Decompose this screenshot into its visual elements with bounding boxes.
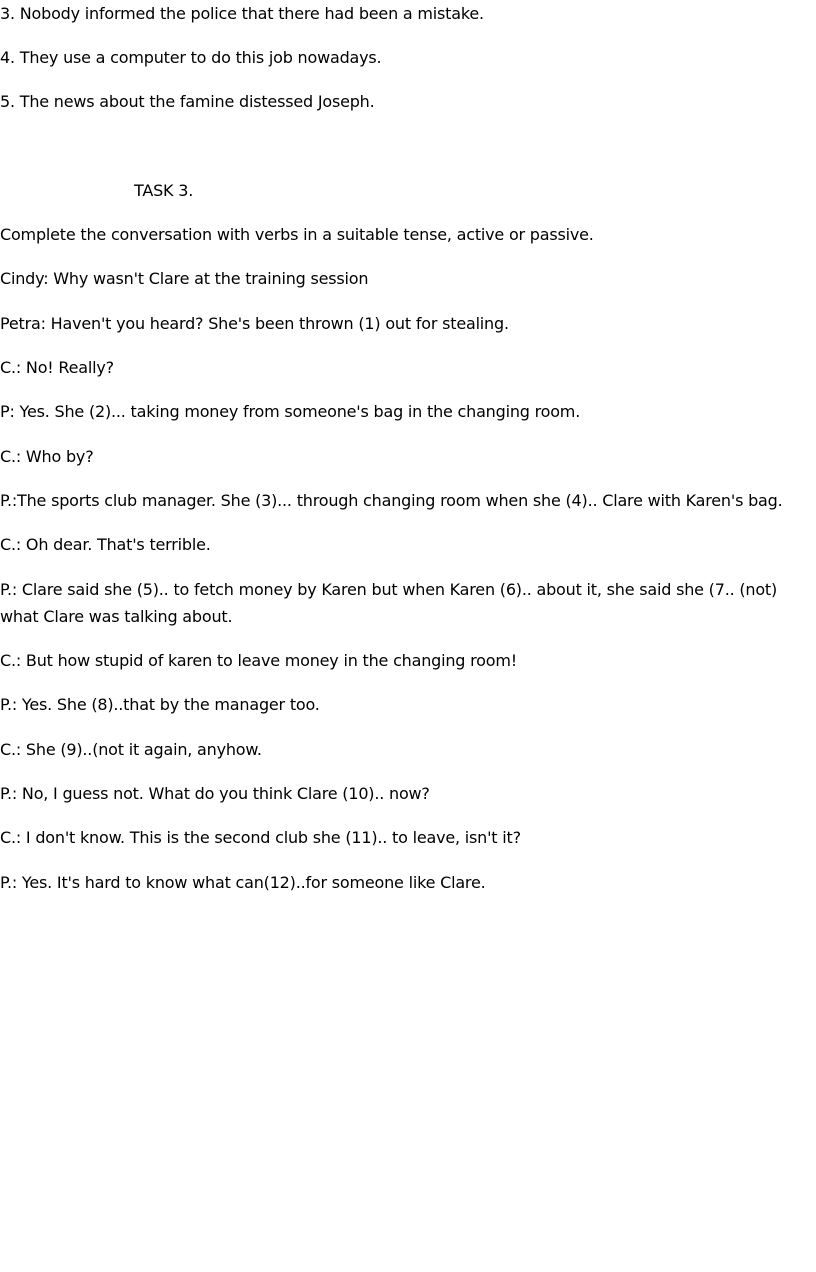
task-instruction: Complete the conversation with verbs in a suitable tense, active or passive. — [0, 225, 594, 244]
conversation-line: P: Yes. She (2)... taking money from someone's bag in the changing room. — [0, 402, 581, 421]
conversation-line: Cindy: Why wasn't Clare at the training session — [0, 269, 369, 288]
conversation-line: P.: No, I guess not. What do you think Clare (10).. now? — [0, 784, 430, 803]
conversation-line: C.: She (9)..(not it again, anyhow. — [0, 740, 262, 759]
conversation-line: C.: No! Really? — [0, 358, 114, 377]
conversation-line: P.: Clare said she (5).. to fetch money by Karen but when Karen (6).. about it, she said she (7.. (not) what Clare was talking about. — [0, 580, 778, 626]
conversation-line: C.: Who by? — [0, 447, 94, 466]
conversation-line: C.: But how stupid of karen to leave money in the changing room! — [0, 651, 517, 670]
task-heading: TASK 3. — [134, 181, 194, 200]
conversation-line: C.: Oh dear. That's terrible. — [0, 535, 211, 554]
sentence-5: 5. The news about the famine distessed Joseph. — [0, 92, 375, 111]
conversation-line: C.: I don't know. This is the second club she (11).. to leave, isn't it? — [0, 828, 521, 847]
sentence-4: 4. They use a computer to do this job nowadays. — [0, 48, 382, 67]
conversation-line: P.: Yes. She (8)..that by the manager too. — [0, 695, 320, 714]
conversation-line: P.:The sports club manager. She (3)... through changing room when she (4).. Clare with Karen's bag. — [0, 491, 783, 510]
sentence-3: 3. Nobody informed the police that there had been a mistake. — [0, 4, 484, 23]
conversation-line: Petra: Haven't you heard? She's been thrown (1) out for stealing. — [0, 314, 509, 333]
conversation-line: P.: Yes. It's hard to know what can(12)..for someone like Clare. — [0, 873, 486, 892]
